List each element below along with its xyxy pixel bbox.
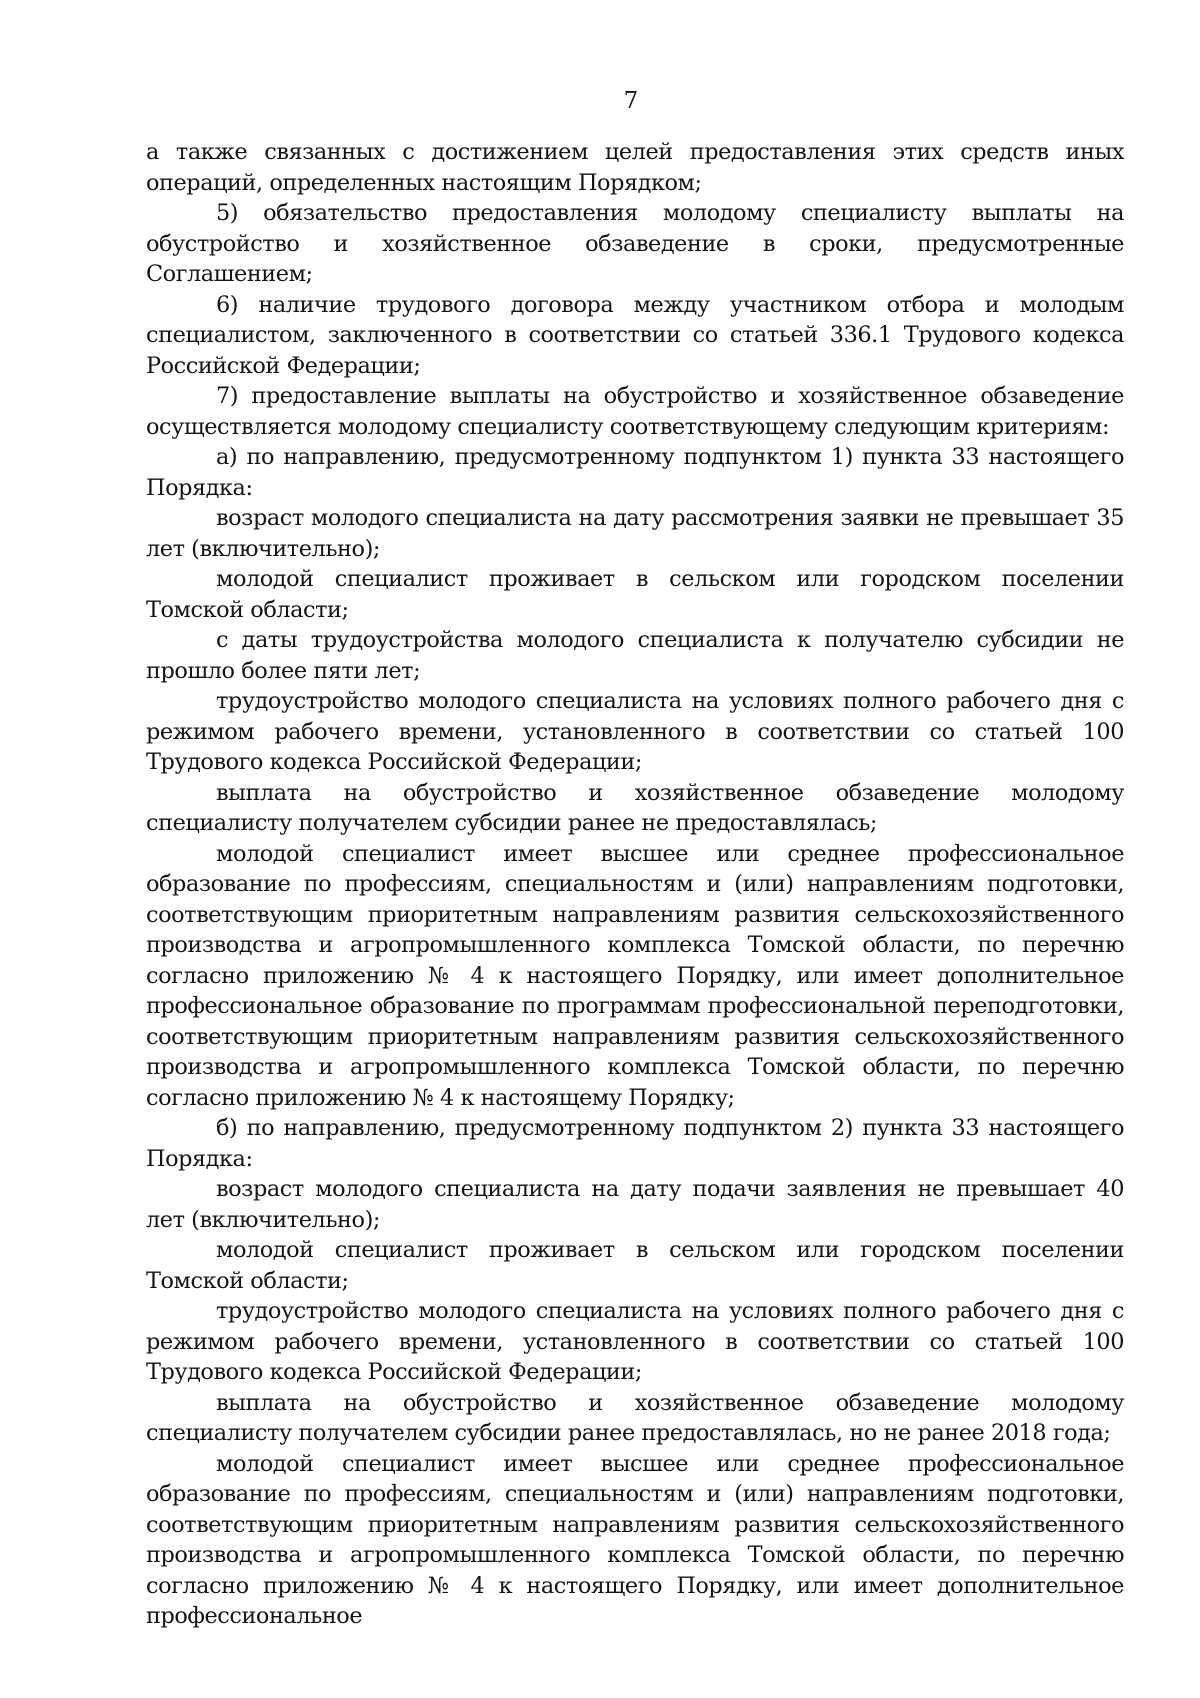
paragraph-item-5: 5) обязательство предоставления молодому специалисту выплаты на обустройство и хозяйственное обзаведение в сроки, предусмотренные Соглашением; [146, 200, 1124, 287]
paragraph-item-7: 7) предоставление выплаты на обустройство и хозяйственное обзаведение осуществляется молодому специалисту соответствующему следующим критериям: [146, 383, 1124, 440]
paragraph-criterion-education-b: молодой специалист имеет высшее или среднее профессиональное образование по профессиям, специальностям и (или) направлениям подготовки, соответствующим приоритетным направлениям развития сельскохозяйственного производства и агропромышленного комплекса Томской области, по перечню согласно приложению № 4 к настоящего Порядку, или имеет дополнительное профессиональное [146, 1450, 1124, 1629]
paragraph-criterion-not-paid-before: выплата на обустройство и хозяйственное обзаведение молодому специалисту получателем субсидии ранее не предоставлялась; [146, 779, 1124, 836]
paragraph-criterion-full-day-b: трудоустройство молодого специалиста на условиях полного рабочего дня с режимом рабочего времени, установленного в соответствии со статьей 100 Трудового кодекса Российской Федерации; [146, 1298, 1124, 1385]
paragraph-criterion-residence-a: молодой специалист проживает в сельском или городском поселении Томской области; [146, 566, 1124, 623]
paragraph-criterion-residence-b: молодой специалист проживает в сельском или городском поселении Томской области; [146, 1237, 1124, 1294]
paragraph-continuation: а также связанных с достижением целей предоставления этих средств иных операций, определенных настоящим Порядком; [146, 139, 1124, 196]
paragraph-criterion-age-35: возраст молодого специалиста на дату рассмотрения заявки не превышает 35 лет (включительно); [146, 505, 1124, 562]
paragraph-subitem-a: а) по направлению, предусмотренному подпунктом 1) пункта 33 настоящего Порядка: [146, 444, 1124, 501]
paragraph-item-6: 6) наличие трудового договора между участником отбора и молодым специалистом, заключенного в соответствии со статьей 336.1 Трудового кодекса Российской Федерации; [146, 291, 1124, 379]
paragraph-criterion-paid-since-2018: выплата на обустройство и хозяйственное обзаведение молодому специалисту получателем субсидии ранее предоставлялась, но не ранее 2018 года; [146, 1389, 1124, 1446]
page-number: 7 [623, 88, 639, 114]
paragraph-criterion-age-40: возраст молодого специалиста на дату подачи заявления не превышает 40 лет (включительно); [146, 1176, 1124, 1233]
document-body [146, 137, 1124, 1632]
paragraph-criterion-full-day-a: трудоустройство молодого специалиста на условиях полного рабочего дня с режимом рабочего времени, установленного в соответствии со статьей 100 Трудового кодекса Российской Федерации; [146, 688, 1124, 775]
paragraph-criterion-employment-period: с даты трудоустройства молодого специалиста к получателю субсидии не прошло более пяти лет; [146, 627, 1124, 684]
paragraph-subitem-b: б) по направлению, предусмотренному подпунктом 2) пункта 33 настоящего Порядка: [146, 1115, 1124, 1172]
paragraph-criterion-education-a: молодой специалист имеет высшее или среднее профессиональное образование по профессиям, специальностям и (или) направлениям подготовки, соответствующим приоритетным направлениям развития сельскохозяйственного производства и агропромышленного комплекса Томской области, по перечню согласно приложению № 4 к настоящего Порядку, или имеет дополнительное профессиональное образование по программам профессиональной переподготовки, соответствующим приоритетным направлениям развития сельскохозяйственного производства и агропромышленного комплекса Томской области, по перечню согласно приложению № 4 к настоящему Порядку; [146, 840, 1124, 1111]
